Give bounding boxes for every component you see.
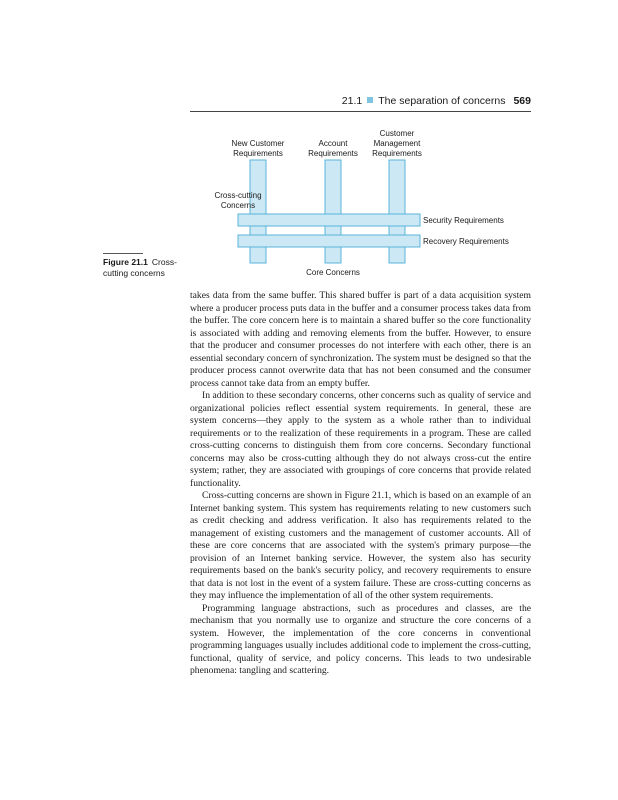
security-requirements-label: Security Requirements: [423, 216, 504, 225]
core-column-customer-management: [389, 160, 405, 263]
core-label-customer-mgmt-2: Management: [373, 139, 421, 148]
section-number: 21.1: [341, 95, 363, 107]
square-bullet-icon: [367, 97, 373, 103]
paragraph: In addition to these secondary concerns, other concerns such as quality of service and organizational policies reflect essential system requirements. In general, these are system concerns—they apply to the system as a whole rather than to individual requirements or to the realization of these requirements in a program. These are called cross-cutting concerns to distinguish them from core concerns. Secondary functional concerns may also be cross-cutting although they do not always cross-cut the entire system; rather, they are associated with groupings of core concerns that provide related functionality.: [190, 390, 531, 489]
cross-cutting-label-1: Cross-cutting: [214, 191, 262, 200]
core-label-new-customer-1: New Customer: [231, 139, 285, 148]
core-label-customer-mgmt-3: Requirements: [372, 149, 422, 158]
header-rule: [190, 111, 531, 112]
figure-label: Figure 21.1: [103, 257, 148, 267]
figure-caption: [103, 257, 185, 279]
core-concerns-label: Core Concerns: [306, 268, 360, 277]
core-label-account-1: Account: [318, 139, 348, 148]
section-title: The separation of concerns: [378, 95, 506, 107]
core-column-new-customer: [250, 160, 266, 263]
security-requirements-bar: [238, 214, 420, 226]
body-text: [190, 290, 531, 678]
paragraph: Programming language abstractions, such as procedures and classes, are the mechanism that you normally use to organize and structure the core concerns of a system. However, the implementation of the core concerns in conventional programming languages usually includes additional code to implement the cross-cutting, functional, quality of service, and policy concerns. This leads to two undesirable phenomena: tangling and scattering.: [190, 602, 531, 676]
cross-cutting-concerns-diagram: [190, 122, 531, 282]
core-label-customer-mgmt-1: Customer: [379, 129, 415, 138]
core-label-new-customer-2: Requirements: [233, 149, 283, 158]
caption-rule: [103, 253, 143, 254]
figure-caption-text: Cross-cutting concerns: [103, 257, 177, 278]
page-number: 569: [513, 95, 531, 107]
core-column-account: [325, 160, 341, 263]
cross-cutting-label-2: Concerns: [220, 201, 256, 210]
paragraph: Cross-cutting concerns are shown in Figure 21.1, which is based on an example of an Internet banking system. This system has requirements relating to new customers such as credit checking and address verification. It also has requirements related to the management of existing customers and the management of customer accounts. All of these are core concerns that are associated with the system's primary purpose—the provision of an Internet banking service. However, the system also has security requirements based on the bank's security policy, and recovery requirements to ensure that data is not lost in the event of a system failure. These are cross-cutting concerns as they may influence the implementation of all of the other system requirements.: [190, 490, 531, 601]
recovery-requirements-label: Recovery Requirements: [423, 237, 509, 246]
core-label-account-2: Requirements: [308, 149, 358, 158]
running-header: [190, 93, 531, 111]
recovery-requirements-bar: [238, 235, 420, 247]
paragraph: takes data from the same buffer. This shared buffer is part of a data acquisition system where a producer process puts data in the buffer and a consumer process takes data from the buffer. The core concern here is to maintain a shared buffer so the core functionality is associated with adding and removing elements from the buffer. However, to ensure that the producer and consumer processes do not interfere with each other, there is an essential secondary concern of synchronization. The system must be designed so that the producer process cannot overwrite data that has not been consumed and the consumer process cannot take data from an empty buffer.: [190, 290, 531, 389]
